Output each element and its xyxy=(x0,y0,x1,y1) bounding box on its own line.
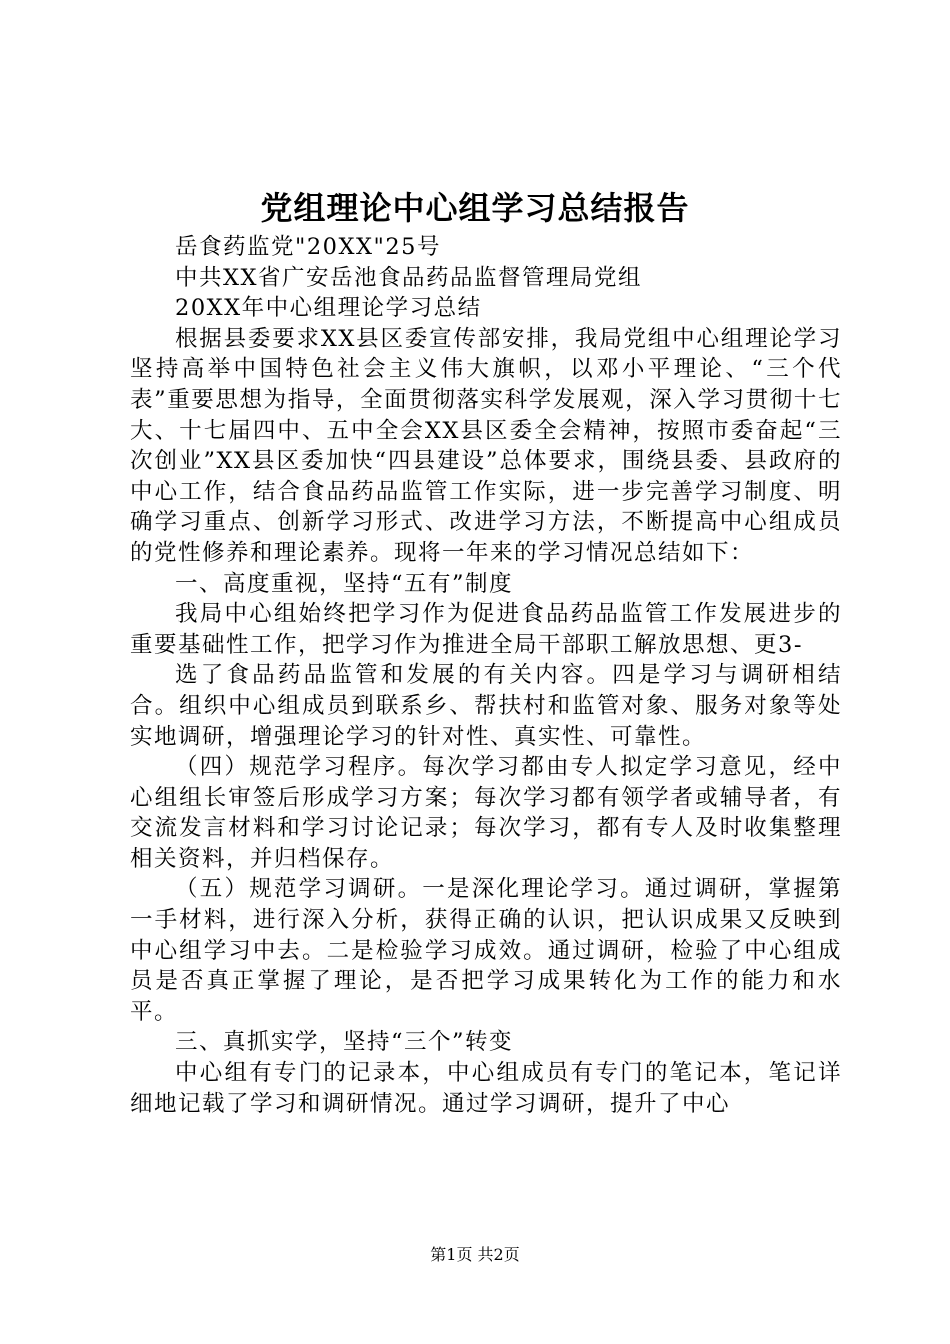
paragraph-intro: 根据县委要求XX县区委宣传部安排，我局党组中心组理论学习坚持高举中国特色社会主义伟大旗帜，以邓小平理论、“三个代表”重要思想为指导，全面贯彻落实科学发展观，深入学习贯彻十七大、十七届四中、五中全会XX县区委全会精神，按照市委奋起“三次创业”XX县区委加快“四县建设”总体要求，围绕县委、县政府的中心工作，结合食品药品监管工作实际，进一步完善学习制度、明确学习重点、创新学习形式、改进学习方法，不断提高中心组成员的党性修养和理论素养。现将一年来的学习情况总结如下： xyxy=(130,325,842,566)
paragraph: 选了食品药品监管和发展的有关内容。四是学习与调研相结合。组织中心组成员到联系乡、帮扶村和监管对象、服务对象等处实地调研，增强理论学习的针对性、真实性、可靠性。 xyxy=(130,662,842,750)
paragraph: （四）规范学习程序。每次学习都由专人拟定学习意见，经中心组组长审签后形成学习方案；每次学习都有领学者或辅导者，有交流发言材料和学习讨论记录；每次学习，都有专人及时收集整理相关资料，并归档保存。 xyxy=(130,754,842,872)
document-body xyxy=(130,232,842,1119)
paragraph: 中心组有专门的记录本，中心组成员有专门的笔记本，笔记详细地记载了学习和调研情况。通过学习调研，提升了中心 xyxy=(130,1060,842,1117)
document-number: 岳食药监党"20XX"25号 xyxy=(175,234,441,260)
issuing-organization: 中共XX省广安岳池食品药品监督管理局党组 xyxy=(175,264,643,291)
page-indicator: 第1页 共2页 xyxy=(430,1245,520,1264)
paragraph: 我局中心组始终把学习作为促进食品药品监管工作发展进步的重要基础性工作，把学习作为推进全局干部职工解放思想、更3- xyxy=(130,601,842,658)
document-title: 党组理论中心组学习总结报告 xyxy=(260,189,690,227)
section-heading-1: 一、高度重视，坚持“五有”制度 xyxy=(175,570,514,597)
paragraph: （五）规范学习调研。一是深化理论学习。通过调研，掌握第一手材料，进行深入分析，获得正确的认识，把认识成果又反映到中心组学习中去。二是检验学习成效。通过调研，检验了中心组成员是否真正掌握了理论，是否把学习成果转化为工作的能力和水平。 xyxy=(130,876,842,1025)
section-heading-3: 三、真抓实学，坚持“三个”转变 xyxy=(175,1029,514,1056)
document-subtitle: 20XX年中心组理论学习总结 xyxy=(175,295,482,322)
